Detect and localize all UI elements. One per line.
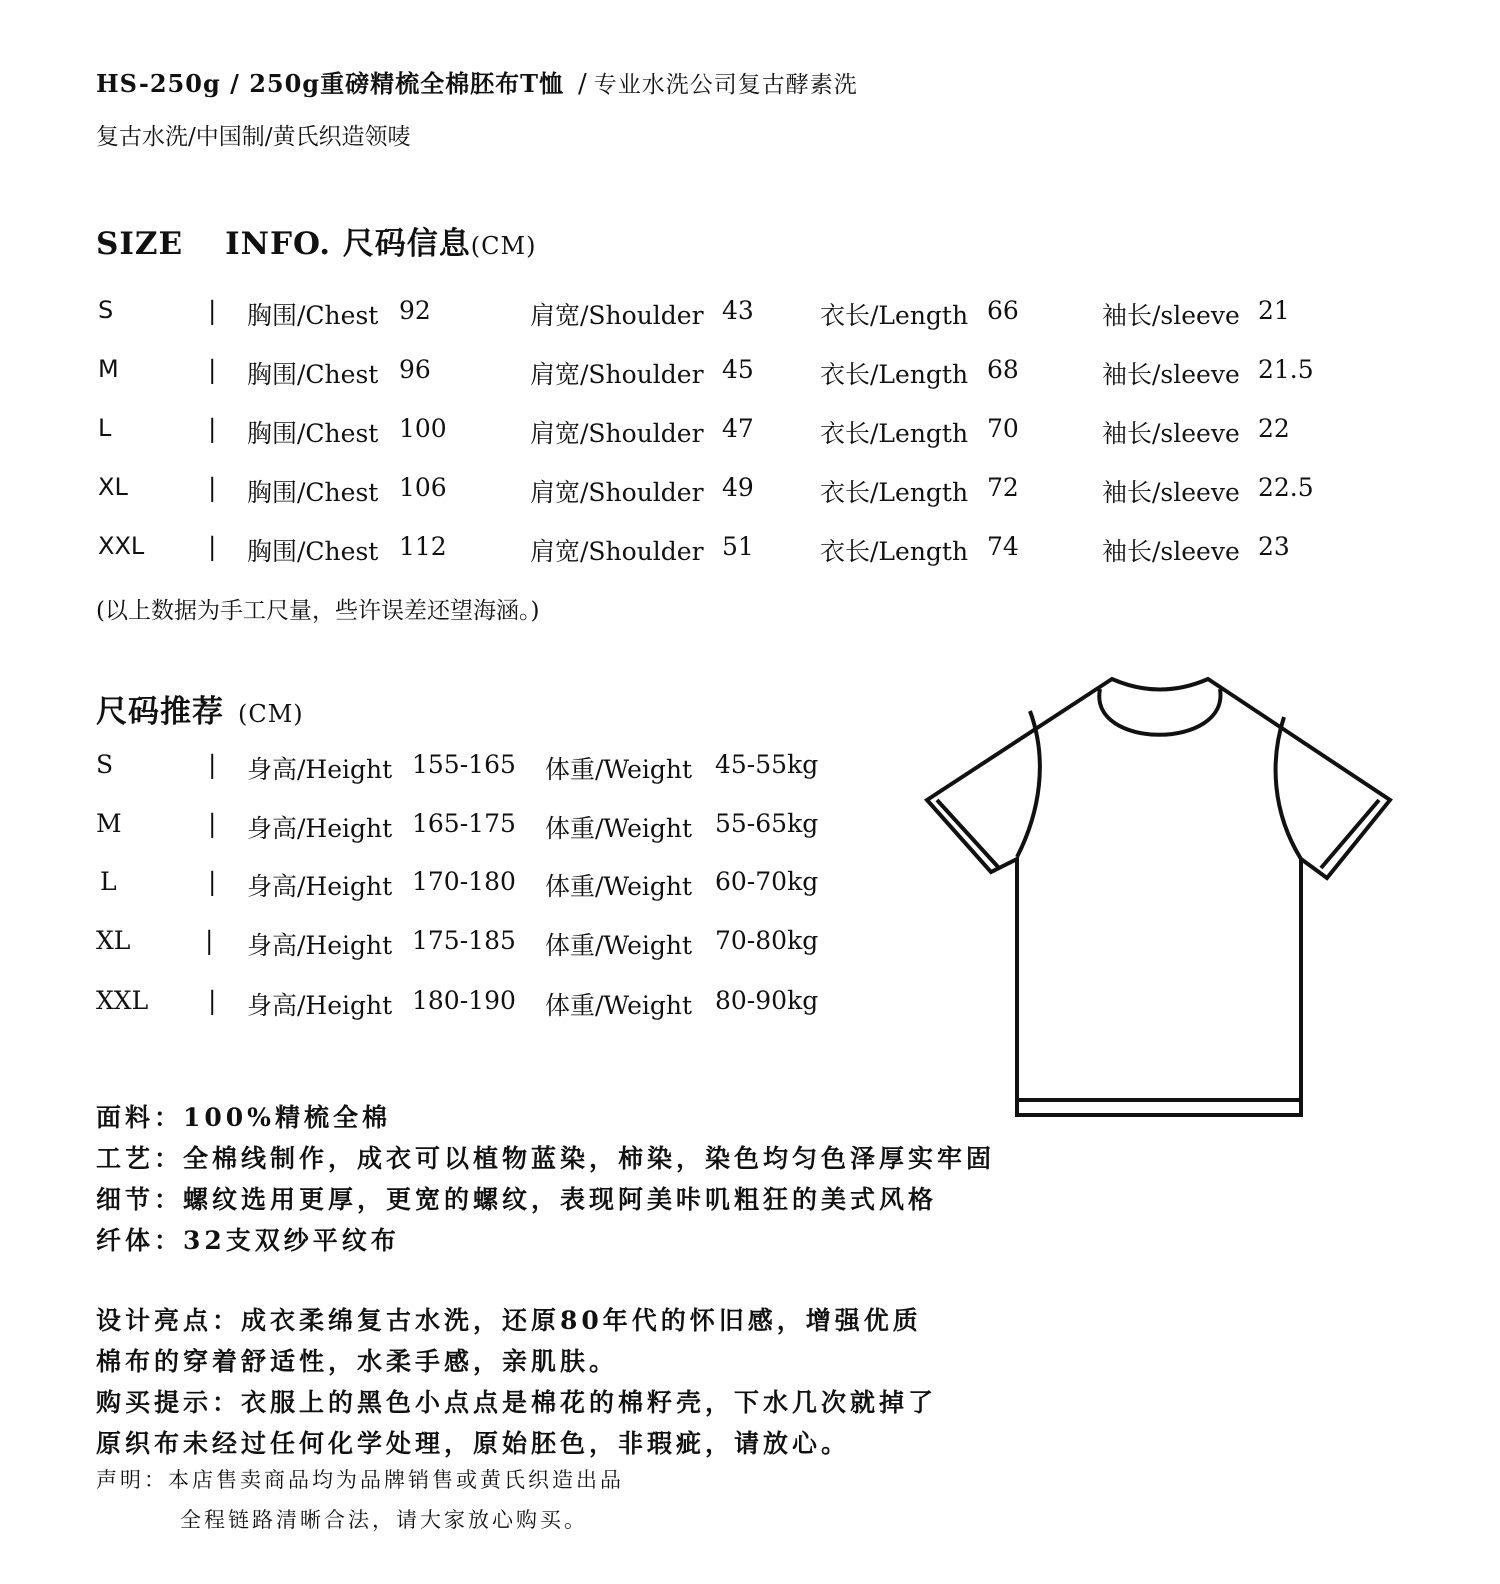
sleeve-value: 21.5	[1258, 355, 1314, 384]
shoulder-label: 肩宽/Shoulder	[530, 301, 704, 330]
size-recommend-heading	[96, 686, 304, 731]
height-value: 180-190	[412, 986, 516, 1015]
chest-label: 胸围/Chest	[247, 419, 379, 448]
chest-value: 112	[399, 532, 447, 561]
product-subtitle: 复古水洗/中国制/黄氏织造领唛	[96, 124, 411, 150]
spec-detail: 细节：螺纹选用更厚，更宽的螺纹，表现阿美咔叽粗狂的美式风格	[96, 1185, 938, 1214]
shoulder-value: 49	[722, 473, 754, 502]
size-label: L	[98, 414, 112, 442]
height-value: 170-180	[412, 867, 516, 896]
row-separator: |	[208, 986, 217, 1015]
row-separator: |	[208, 750, 217, 779]
size-recommend-title: 尺码推荐	[96, 694, 224, 730]
weight-label: 体重/Weight	[545, 991, 693, 1020]
title-separator: /	[577, 69, 588, 99]
row-separator: |	[208, 355, 217, 384]
height-value: 165-175	[412, 809, 516, 838]
size-info-row	[0, 355, 1500, 395]
row-separator: |	[205, 926, 214, 955]
size-label: S	[96, 750, 114, 779]
weight-value: 45-55kg	[715, 750, 819, 779]
height-label: 身高/Height	[247, 931, 393, 960]
length-value: 70	[987, 414, 1019, 443]
product-title	[96, 64, 858, 99]
size-info-row	[0, 532, 1500, 572]
length-label: 衣长/Length	[820, 301, 969, 330]
size-label: XL	[96, 926, 131, 955]
size-info-heading	[96, 218, 536, 263]
chest-label: 胸围/Chest	[247, 301, 379, 330]
height-label: 身高/Height	[247, 991, 393, 1020]
sleeve-value: 22.5	[1258, 473, 1314, 502]
size-recommend-unit: (CM)	[238, 700, 304, 728]
shoulder-value: 45	[722, 355, 754, 384]
weight-value: 55-65kg	[715, 809, 819, 838]
row-separator: |	[208, 809, 217, 838]
length-value: 66	[987, 296, 1019, 325]
row-separator: |	[208, 532, 217, 561]
length-label: 衣长/Length	[820, 537, 969, 566]
weight-label: 体重/Weight	[545, 755, 693, 784]
size-info-row	[0, 473, 1500, 513]
size-label: XXL	[96, 986, 149, 1015]
chest-label: 胸围/Chest	[247, 537, 379, 566]
length-label: 衣长/Length	[820, 360, 969, 389]
height-label: 身高/Height	[247, 814, 393, 843]
declaration: 声明：本店售卖商品均为品牌销售或黄氏织造出品	[96, 1468, 624, 1492]
weight-value: 80-90kg	[715, 986, 819, 1015]
tshirt-outline-icon	[920, 672, 1400, 1122]
sleeve-label: 袖长/sleeve	[1102, 419, 1240, 448]
weight-label: 体重/Weight	[545, 931, 693, 960]
purchase-tip-cont: 原织布未经过任何化学处理，原始胚色，非瑕疵，请放心。	[96, 1429, 851, 1458]
length-value: 68	[987, 355, 1019, 384]
spec-craft: 工艺：全棉线制作，成衣可以植物蓝染，柿染，染色均匀色泽厚实牢固	[96, 1144, 996, 1173]
row-separator: |	[208, 473, 217, 502]
sleeve-label: 袖长/sleeve	[1102, 360, 1240, 389]
design-highlight: 设计亮点：成衣柔绵复古水洗，还原80年代的怀旧感，增强优质	[96, 1306, 922, 1335]
length-label: 衣长/Length	[820, 478, 969, 507]
chest-label: 胸围/Chest	[247, 360, 379, 389]
height-value: 155-165	[412, 750, 516, 779]
product-wash-info: 专业水洗公司复古酵素洗	[593, 72, 858, 98]
size-info-title-b: INFO. 尺码信息	[225, 226, 471, 262]
shoulder-label: 肩宽/Shoulder	[530, 478, 704, 507]
chest-value: 100	[399, 414, 447, 443]
height-value: 175-185	[412, 926, 516, 955]
sleeve-value: 22	[1258, 414, 1290, 443]
chest-value: 96	[399, 355, 431, 384]
height-label: 身高/Height	[247, 872, 393, 901]
size-label: XXL	[98, 532, 145, 560]
chest-label: 胸围/Chest	[247, 478, 379, 507]
shoulder-value: 43	[722, 296, 754, 325]
size-label: S	[98, 296, 114, 324]
size-label: M	[98, 355, 119, 383]
chest-value: 92	[399, 296, 431, 325]
weight-value: 70-80kg	[715, 926, 819, 955]
design-highlight-cont: 棉布的穿着舒适性，水柔手感，亲肌肤。	[96, 1347, 619, 1376]
weight-label: 体重/Weight	[545, 872, 693, 901]
shoulder-label: 肩宽/Shoulder	[530, 537, 704, 566]
row-separator: |	[208, 296, 217, 325]
length-label: 衣长/Length	[820, 419, 969, 448]
height-label: 身高/Height	[247, 755, 393, 784]
length-value: 72	[987, 473, 1019, 502]
size-label: L	[100, 867, 117, 896]
row-separator: |	[208, 867, 217, 896]
declaration-cont: 全程链路清晰合法，请大家放心购买。	[180, 1508, 588, 1532]
sleeve-value: 21	[1258, 296, 1290, 325]
weight-label: 体重/Weight	[545, 814, 693, 843]
shoulder-label: 肩宽/Shoulder	[530, 419, 704, 448]
purchase-tip: 购买提示：衣服上的黑色小点点是棉花的棉籽壳，下水几次就掉了	[96, 1388, 938, 1417]
length-value: 74	[987, 532, 1019, 561]
shoulder-value: 51	[722, 532, 754, 561]
measurement-note: (以上数据为手工尺量，些许误差还望海涵。)	[96, 598, 540, 624]
sleeve-label: 袖长/sleeve	[1102, 478, 1240, 507]
spec-fabric: 面料：100%精梳全棉	[96, 1103, 391, 1132]
spec-yarn: 纤体：32支双纱平纹布	[96, 1226, 400, 1255]
size-info-title-a: SIZE	[96, 226, 184, 262]
product-title-bold: HS-250g / 250g重磅精梳全棉胚布T恤	[96, 69, 564, 98]
size-label: XL	[98, 473, 128, 501]
size-label: M	[96, 809, 122, 838]
size-info-row	[0, 296, 1500, 336]
sleeve-label: 袖长/sleeve	[1102, 301, 1240, 330]
size-info-unit: (CM)	[470, 232, 537, 260]
weight-value: 60-70kg	[715, 867, 819, 896]
shoulder-value: 47	[722, 414, 754, 443]
sleeve-label: 袖长/sleeve	[1102, 537, 1240, 566]
sleeve-value: 23	[1258, 532, 1290, 561]
size-info-row	[0, 414, 1500, 454]
row-separator: |	[208, 414, 217, 443]
shoulder-label: 肩宽/Shoulder	[530, 360, 704, 389]
chest-value: 106	[399, 473, 447, 502]
